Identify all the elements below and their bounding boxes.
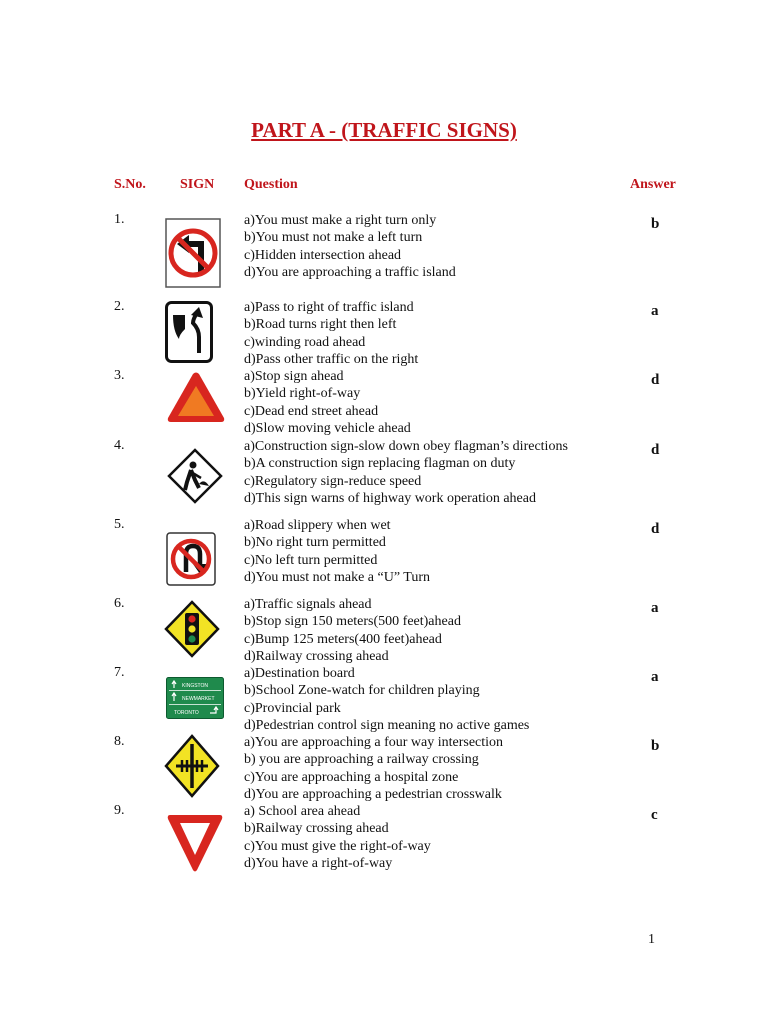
- road-work-sign-icon: [167, 448, 223, 504]
- question-number: 6.: [114, 596, 125, 611]
- question-options: [244, 665, 529, 734]
- answer: d: [651, 442, 660, 458]
- question-number: 9.: [114, 803, 125, 818]
- question-number: 7.: [114, 665, 125, 680]
- traffic-signals-ahead-sign-icon: [164, 600, 220, 658]
- page-title: PART A - (TRAFFIC SIGNS): [251, 118, 517, 142]
- railway-crossing-ahead-sign-icon: [164, 734, 220, 798]
- question-number: 3.: [114, 368, 125, 383]
- keep-right-island-sign-icon: [165, 301, 213, 363]
- no-u-turn-sign-icon: [166, 532, 216, 586]
- question-number: 8.: [114, 734, 125, 749]
- option-d: d)Slow moving vehicle ahead: [244, 420, 411, 436]
- option-a: a)Pass to right of traffic island: [244, 300, 414, 315]
- option-b: b)A construction sign replacing flagman on duty: [244, 456, 516, 472]
- option-c: c)Provincial park: [244, 700, 341, 716]
- question-number: 4.: [114, 438, 125, 453]
- option-d: d)You are approaching a traffic island: [244, 264, 456, 280]
- question-number: 5.: [114, 517, 125, 532]
- option-d: d)You have a right-of-way: [244, 855, 393, 871]
- option-c: c)winding road ahead: [244, 334, 366, 350]
- destination-board-sign-icon: [166, 677, 224, 719]
- header-sno: S.No.: [114, 177, 146, 192]
- question-options: [244, 596, 461, 665]
- question-options: [244, 803, 431, 872]
- option-d: d)Pedestrian control sign meaning no active games: [244, 717, 530, 733]
- no-left-turn-sign-icon: [165, 218, 221, 288]
- answer: c: [651, 807, 658, 823]
- option-a: a)Stop sign ahead: [244, 369, 344, 384]
- question-options: [244, 212, 456, 281]
- option-b: b)Yield right-of-way: [244, 386, 361, 402]
- answer: a: [651, 600, 659, 616]
- question-options: [244, 368, 411, 437]
- header-answer: Answer: [630, 177, 676, 192]
- answer: a: [651, 303, 659, 319]
- sign-text-toronto: TORONTO: [174, 710, 199, 716]
- yield-sign-icon: [166, 813, 224, 873]
- option-a: a)Traffic signals ahead: [244, 597, 372, 612]
- option-c: c)Dead end street ahead: [244, 403, 379, 419]
- sign-text-newmarket: NEWMARKET: [182, 696, 215, 702]
- question-options: [244, 438, 568, 507]
- option-b: b)School Zone-watch for children playing: [244, 683, 480, 699]
- answer: b: [651, 216, 660, 232]
- option-d: d)You must not make a “U” Turn: [244, 569, 431, 585]
- option-b: b)No right turn permitted: [244, 535, 386, 551]
- option-a: a) School area ahead: [244, 804, 361, 819]
- option-b: b)Stop sign 150 meters(500 feet)ahead: [244, 614, 461, 630]
- option-c: c)Regulatory sign-reduce speed: [244, 473, 422, 489]
- answer: d: [651, 372, 660, 388]
- option-b: b)You must not make a left turn: [244, 230, 423, 246]
- option-a: a)Road slippery when wet: [244, 518, 391, 533]
- page-number: 1: [648, 932, 655, 947]
- header-question: Question: [244, 177, 298, 192]
- answer: d: [651, 521, 660, 537]
- answer: a: [651, 669, 659, 685]
- option-b: b) you are approaching a railway crossing: [244, 752, 479, 768]
- sign-text-kingston: KINGSTON: [182, 683, 209, 689]
- option-c: c)You must give the right-of-way: [244, 838, 431, 854]
- option-d: d)This sign warns of highway work operation ahead: [244, 490, 536, 506]
- answer: b: [651, 738, 660, 754]
- option-b: b)Railway crossing ahead: [244, 821, 389, 837]
- question-options: [244, 299, 418, 368]
- question-number: 2.: [114, 299, 125, 314]
- option-b: b)Road turns right then left: [244, 317, 397, 333]
- option-c: c)Bump 125 meters(400 feet)ahead: [244, 631, 442, 647]
- option-c: c)No left turn permitted: [244, 552, 378, 568]
- option-a: a)Destination board: [244, 666, 355, 681]
- option-d: d)You are approaching a pedestrian crosswalk: [244, 786, 502, 802]
- option-a: a)You are approaching a four way intersection: [244, 735, 504, 750]
- option-d: d)Railway crossing ahead: [244, 648, 389, 664]
- slow-moving-vehicle-sign-icon: [166, 372, 226, 424]
- option-d: d)Pass other traffic on the right: [244, 351, 419, 367]
- header-sign: SIGN: [180, 177, 215, 192]
- question-options: [244, 734, 503, 803]
- question-number: 1.: [114, 212, 125, 227]
- option-a: a)Construction sign-slow down obey flagman’s directions: [244, 439, 568, 454]
- option-c: c)You are approaching a hospital zone: [244, 769, 459, 785]
- option-c: c)Hidden intersection ahead: [244, 247, 402, 263]
- option-a: a)You must make a right turn only: [244, 213, 437, 228]
- question-options: [244, 517, 430, 586]
